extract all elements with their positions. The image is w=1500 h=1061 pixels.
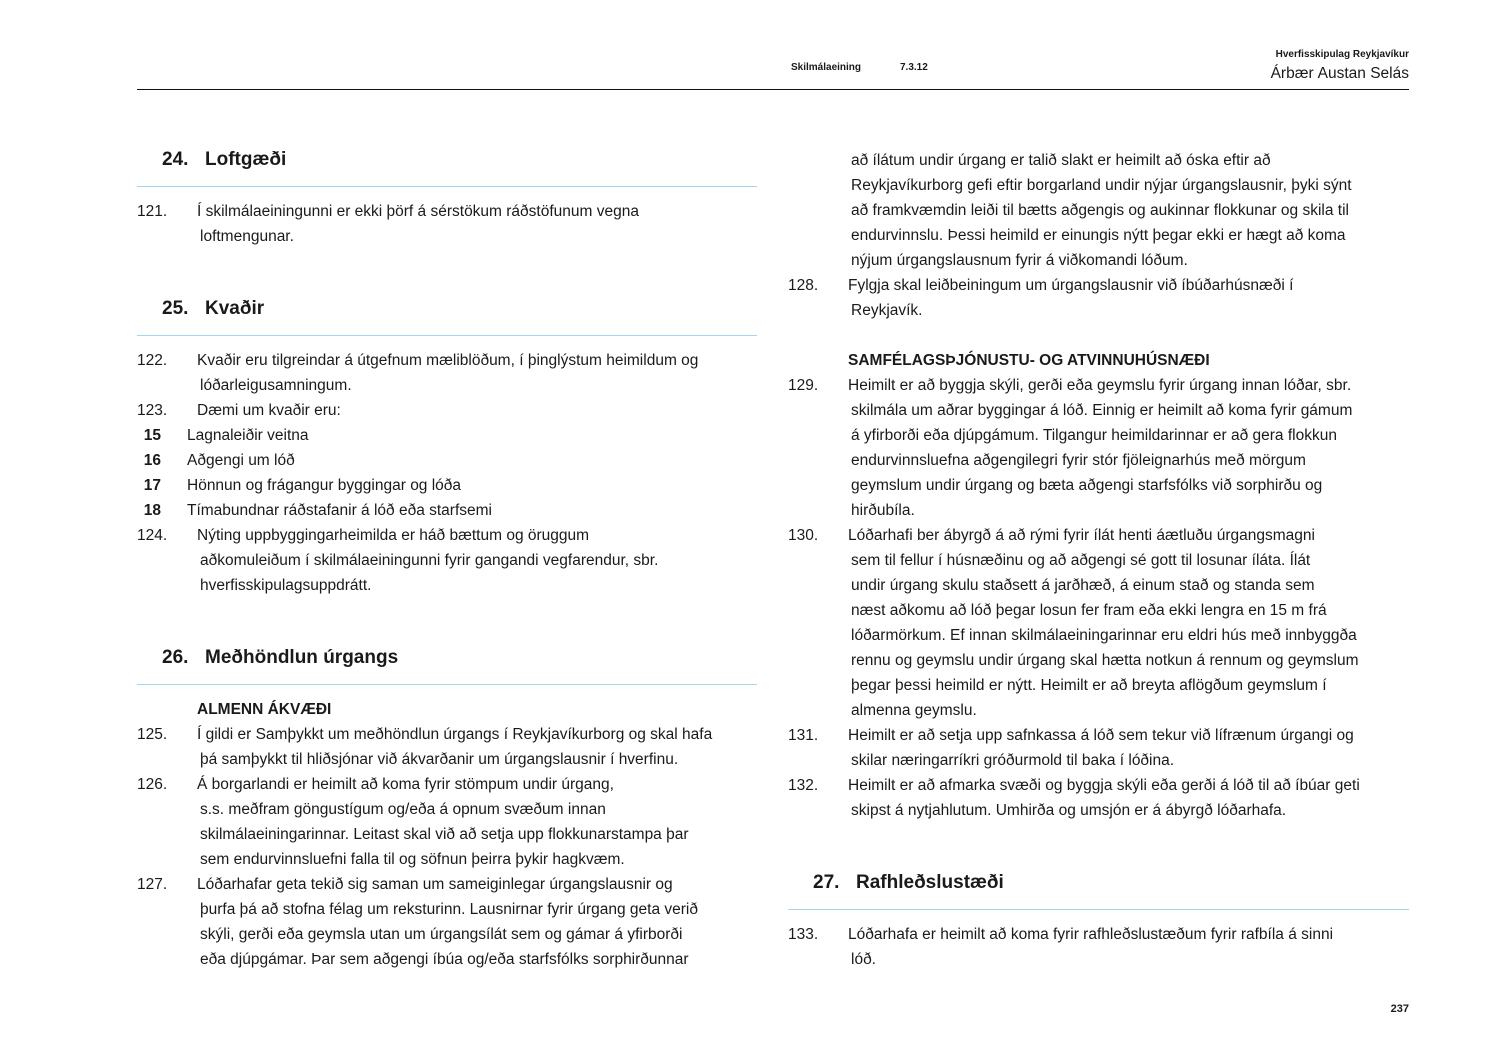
paragraph-line: endurvinnslu. Þessi heimild er einungis nýtt þegar ekki er hægt að koma bbox=[851, 227, 1346, 244]
page-number: 237 bbox=[1390, 1003, 1409, 1015]
paragraph-line: rennu og geymslu undir úrgang skal hætta notkun á rennum og geymslum bbox=[851, 652, 1359, 669]
paragraph-line: nýjum úrgangslausnum fyrir á viðkomandi lóðum. bbox=[851, 252, 1188, 269]
paragraph-line: Dæmi um kvaðir eru: bbox=[197, 402, 341, 419]
paragraph-number: 131. bbox=[788, 727, 819, 744]
list-item-number: 15 bbox=[143, 427, 161, 444]
paragraph-number: 130. bbox=[788, 527, 819, 544]
numbered-paragraph bbox=[788, 773, 1409, 823]
paragraph-line: skipst á nytjahlutum. Umhirða og umsjón er á ábyrgð lóðarhafa. bbox=[851, 802, 1287, 819]
numbered-paragraph bbox=[788, 723, 1409, 773]
section-heading bbox=[137, 633, 757, 685]
paragraph-line: undir úrgang skulu staðsett á jarðhæð, á einum stað og standa sem bbox=[851, 577, 1315, 594]
numbered-paragraph bbox=[788, 922, 1409, 972]
header-divider bbox=[137, 89, 1409, 90]
section-number: 24. bbox=[162, 149, 189, 170]
paragraph-line: Reykjavíkurborg gefi eftir borgarland undir nýjar úrgangslausnir, þyki sýnt bbox=[851, 177, 1352, 194]
paragraph-line: Á borgarlandi er heimilt að koma fyrir stömpum undir úrgang, bbox=[197, 776, 614, 793]
section-number: 25. bbox=[162, 298, 189, 319]
paragraph-number: 125. bbox=[137, 726, 168, 743]
section-heading bbox=[137, 135, 757, 187]
list-item bbox=[137, 498, 757, 523]
paragraph-number: 129. bbox=[788, 377, 819, 394]
paragraph-number: 127. bbox=[137, 876, 168, 893]
paragraph-line: hirðubíla. bbox=[851, 502, 915, 519]
right-column bbox=[788, 148, 1409, 972]
numbered-paragraph bbox=[137, 398, 757, 423]
paragraph-line: eða djúpgámar. Þar sem aðgengi íbúa og/eða starfsfólks sorphirðunnar bbox=[200, 951, 689, 968]
subtitle-area-b: Austan Selás bbox=[1317, 65, 1409, 82]
paragraph-line: lóðarleigusamningum. bbox=[200, 377, 352, 394]
paragraph-number: 133. bbox=[788, 926, 819, 943]
paragraph-line: að ílátum undir úrgang er talið slakt er heimilt að óska eftir að bbox=[851, 152, 1271, 169]
paragraph-line: hverfisskipulagsuppdrátt. bbox=[200, 577, 372, 594]
paragraph-line: skilar næringarríkri gróðurmold til baka í lóðina. bbox=[851, 752, 1175, 769]
section-title: Kvaðir bbox=[205, 298, 265, 319]
subtitle-area-a: Árbær bbox=[1270, 65, 1314, 82]
numbered-paragraph bbox=[137, 348, 757, 398]
paragraph-line: s.s. meðfram göngustígum og/eða á opnum svæðum innan bbox=[200, 801, 606, 818]
numbered-paragraph bbox=[137, 772, 757, 872]
list-item-number: 16 bbox=[143, 452, 161, 469]
section-number: 27. bbox=[813, 872, 840, 893]
paragraph-line: geymslum undir úrgang og bæta aðgengi starfsfólks við sorphirðu og bbox=[851, 477, 1323, 494]
paragraph-line: Í gildi er Samþykkt um meðhöndlun úrgangs í Reykjavíkurborg og skal hafa bbox=[197, 726, 713, 743]
list-item-text: Aðgengi um lóð bbox=[187, 452, 295, 469]
paragraph-line: Nýting uppbyggingarheimilda er háð bættum og öruggum bbox=[197, 527, 590, 544]
list-item bbox=[137, 473, 757, 498]
subsection-heading: SAMFÉLAGSÞJÓNUSTU- OG ATVINNUHÚSNÆÐI bbox=[848, 352, 1210, 369]
paragraph-line: Lóðarhafi ber ábyrgð á að rými fyrir ílát henti áætluðu úrgangsmagni bbox=[848, 527, 1315, 544]
paragraph-line: Heimilt er að byggja skýli, gerði eða geymslu fyrir úrgang innan lóðar, sbr. bbox=[848, 377, 1352, 394]
paragraph-line: á yfirborði eða djúpgámum. Tilgangur heimildarinnar er að gera flokkun bbox=[851, 427, 1337, 444]
list-item bbox=[137, 423, 757, 448]
list-item-text: Lagnaleiðir veitna bbox=[187, 427, 309, 444]
section-number: 26. bbox=[162, 647, 189, 668]
list-item-text: Hönnun og frágangur byggingar og lóða bbox=[187, 477, 462, 494]
paragraph-line: Lóðarhafa er heimilt að koma fyrir rafhleðslustæðum fyrir rafbíla á sinni bbox=[848, 926, 1334, 943]
subsection-heading: ALMENN ÁKVÆÐI bbox=[197, 701, 332, 718]
paragraph-line: þá samþykkt til hliðsjónar við ákvarðanir um úrgangslausnir í hverfinu. bbox=[200, 751, 679, 768]
header-document-title bbox=[1271, 48, 1409, 86]
numbered-paragraph bbox=[137, 872, 757, 972]
paragraph-line: þegar þessi heimild er nýtt. Heimilt er að breyta aflögðum geymslum í bbox=[851, 677, 1327, 694]
paragraph-number: 124. bbox=[137, 527, 168, 544]
paragraph-line: Í skilmálaeiningunni er ekki þörf á sérstökum ráðstöfunum vegna bbox=[197, 203, 639, 220]
document-title: Hverfisskipulag Reykjavíkur bbox=[1275, 49, 1409, 60]
paragraph-line: Heimilt er að setja upp safnkassa á lóð sem tekur við lífrænum úrgangi og bbox=[848, 727, 1354, 744]
paragraph-line: lóðarmörkum. Ef innan skilmálaeiningarinnar eru eldri hús með innbyggða bbox=[851, 627, 1357, 644]
paragraph-line: að framkvæmdin leiði til bætts aðgengis og aukinnar flokkunar og skila til bbox=[851, 202, 1349, 219]
paragraph-line: endurvinnsluefna aðgengilegri fyrir stór fjöleignarhús með mörgum bbox=[851, 452, 1306, 469]
header-section-number: 7.3.12 bbox=[900, 62, 928, 73]
paragraph-line: Heimilt er að afmarka svæði og byggja skýli eða gerði á lóð til að íbúar geti bbox=[848, 777, 1360, 794]
section-title: Rafhleðslustæði bbox=[856, 872, 1004, 893]
paragraph-number: 128. bbox=[788, 277, 819, 294]
paragraph-number: 122. bbox=[137, 352, 168, 369]
paragraph-number: 123. bbox=[137, 402, 168, 419]
list-item bbox=[137, 448, 757, 473]
paragraph-line: loftmengunar. bbox=[200, 228, 294, 245]
section-heading bbox=[788, 858, 1409, 910]
header-section-label: Skilmálaeining bbox=[791, 62, 862, 73]
paragraph-line: næst aðkomu að lóð þegar losun fer fram eða ekki lengra en 15 m frá bbox=[851, 602, 1327, 619]
paragraph-line: Reykjavík. bbox=[851, 302, 923, 319]
document-subtitle bbox=[1271, 61, 1409, 86]
numbered-paragraph bbox=[788, 373, 1409, 523]
list-item-text: Tímabundnar ráðstafanir á lóð eða starfsemi bbox=[187, 502, 492, 519]
section-title: Meðhöndlun úrgangs bbox=[205, 647, 399, 668]
paragraph-number: 132. bbox=[788, 777, 819, 794]
numbered-paragraph bbox=[137, 722, 757, 772]
paragraph-line: skýli, gerði eða geymsla utan um úrgangsílát sem og gámar á yfirborði bbox=[200, 926, 683, 943]
paragraph-line: skilmálaeiningarinnar. Leitast skal við að setja upp flokkunarstampa þar bbox=[200, 826, 689, 843]
list-item-number: 17 bbox=[143, 477, 161, 494]
paragraph-line: Kvaðir eru tilgreindar á útgefnum mæliblöðum, í þinglýstum heimildum og bbox=[197, 352, 699, 369]
list-item-number: 18 bbox=[143, 502, 161, 519]
numbered-paragraph bbox=[788, 148, 1409, 273]
paragraph-line: Fylgja skal leiðbeiningum um úrgangslausnir við íbúðarhúsnæði í bbox=[848, 277, 1294, 294]
paragraph-number: 126. bbox=[137, 776, 168, 793]
section-heading bbox=[137, 284, 757, 336]
paragraph-line: sem til fellur í húsnæðinu og að aðgengi sé gott til losunar íláta. Ílát bbox=[851, 552, 1311, 569]
numbered-paragraph bbox=[137, 199, 757, 249]
section-title: Loftgæði bbox=[205, 149, 287, 170]
numbered-paragraph bbox=[788, 273, 1409, 323]
paragraph-line: lóð. bbox=[851, 951, 876, 968]
numbered-paragraph bbox=[788, 523, 1409, 723]
paragraph-number: 121. bbox=[137, 203, 168, 220]
paragraph-line: skilmála um aðrar byggingar á lóð. Einnig er heimilt að koma fyrir gámum bbox=[851, 402, 1353, 419]
paragraph-line: almenna geymslu. bbox=[851, 702, 977, 719]
numbered-paragraph bbox=[137, 523, 757, 598]
paragraph-line: aðkomuleiðum í skilmálaeiningunni fyrir gangandi vegfarendur, sbr. bbox=[200, 552, 659, 569]
paragraph-line: Lóðarhafar geta tekið sig saman um sameiginlegar úrgangslausnir og bbox=[197, 876, 673, 893]
left-column bbox=[137, 135, 757, 972]
paragraph-line: sem endurvinnsluefni falla til og söfnun þeirra þykir hagkvæm. bbox=[200, 851, 625, 868]
paragraph-line: þurfa þá að stofna félag um reksturinn. Lausnirnar fyrir úrgang geta verið bbox=[200, 901, 698, 918]
